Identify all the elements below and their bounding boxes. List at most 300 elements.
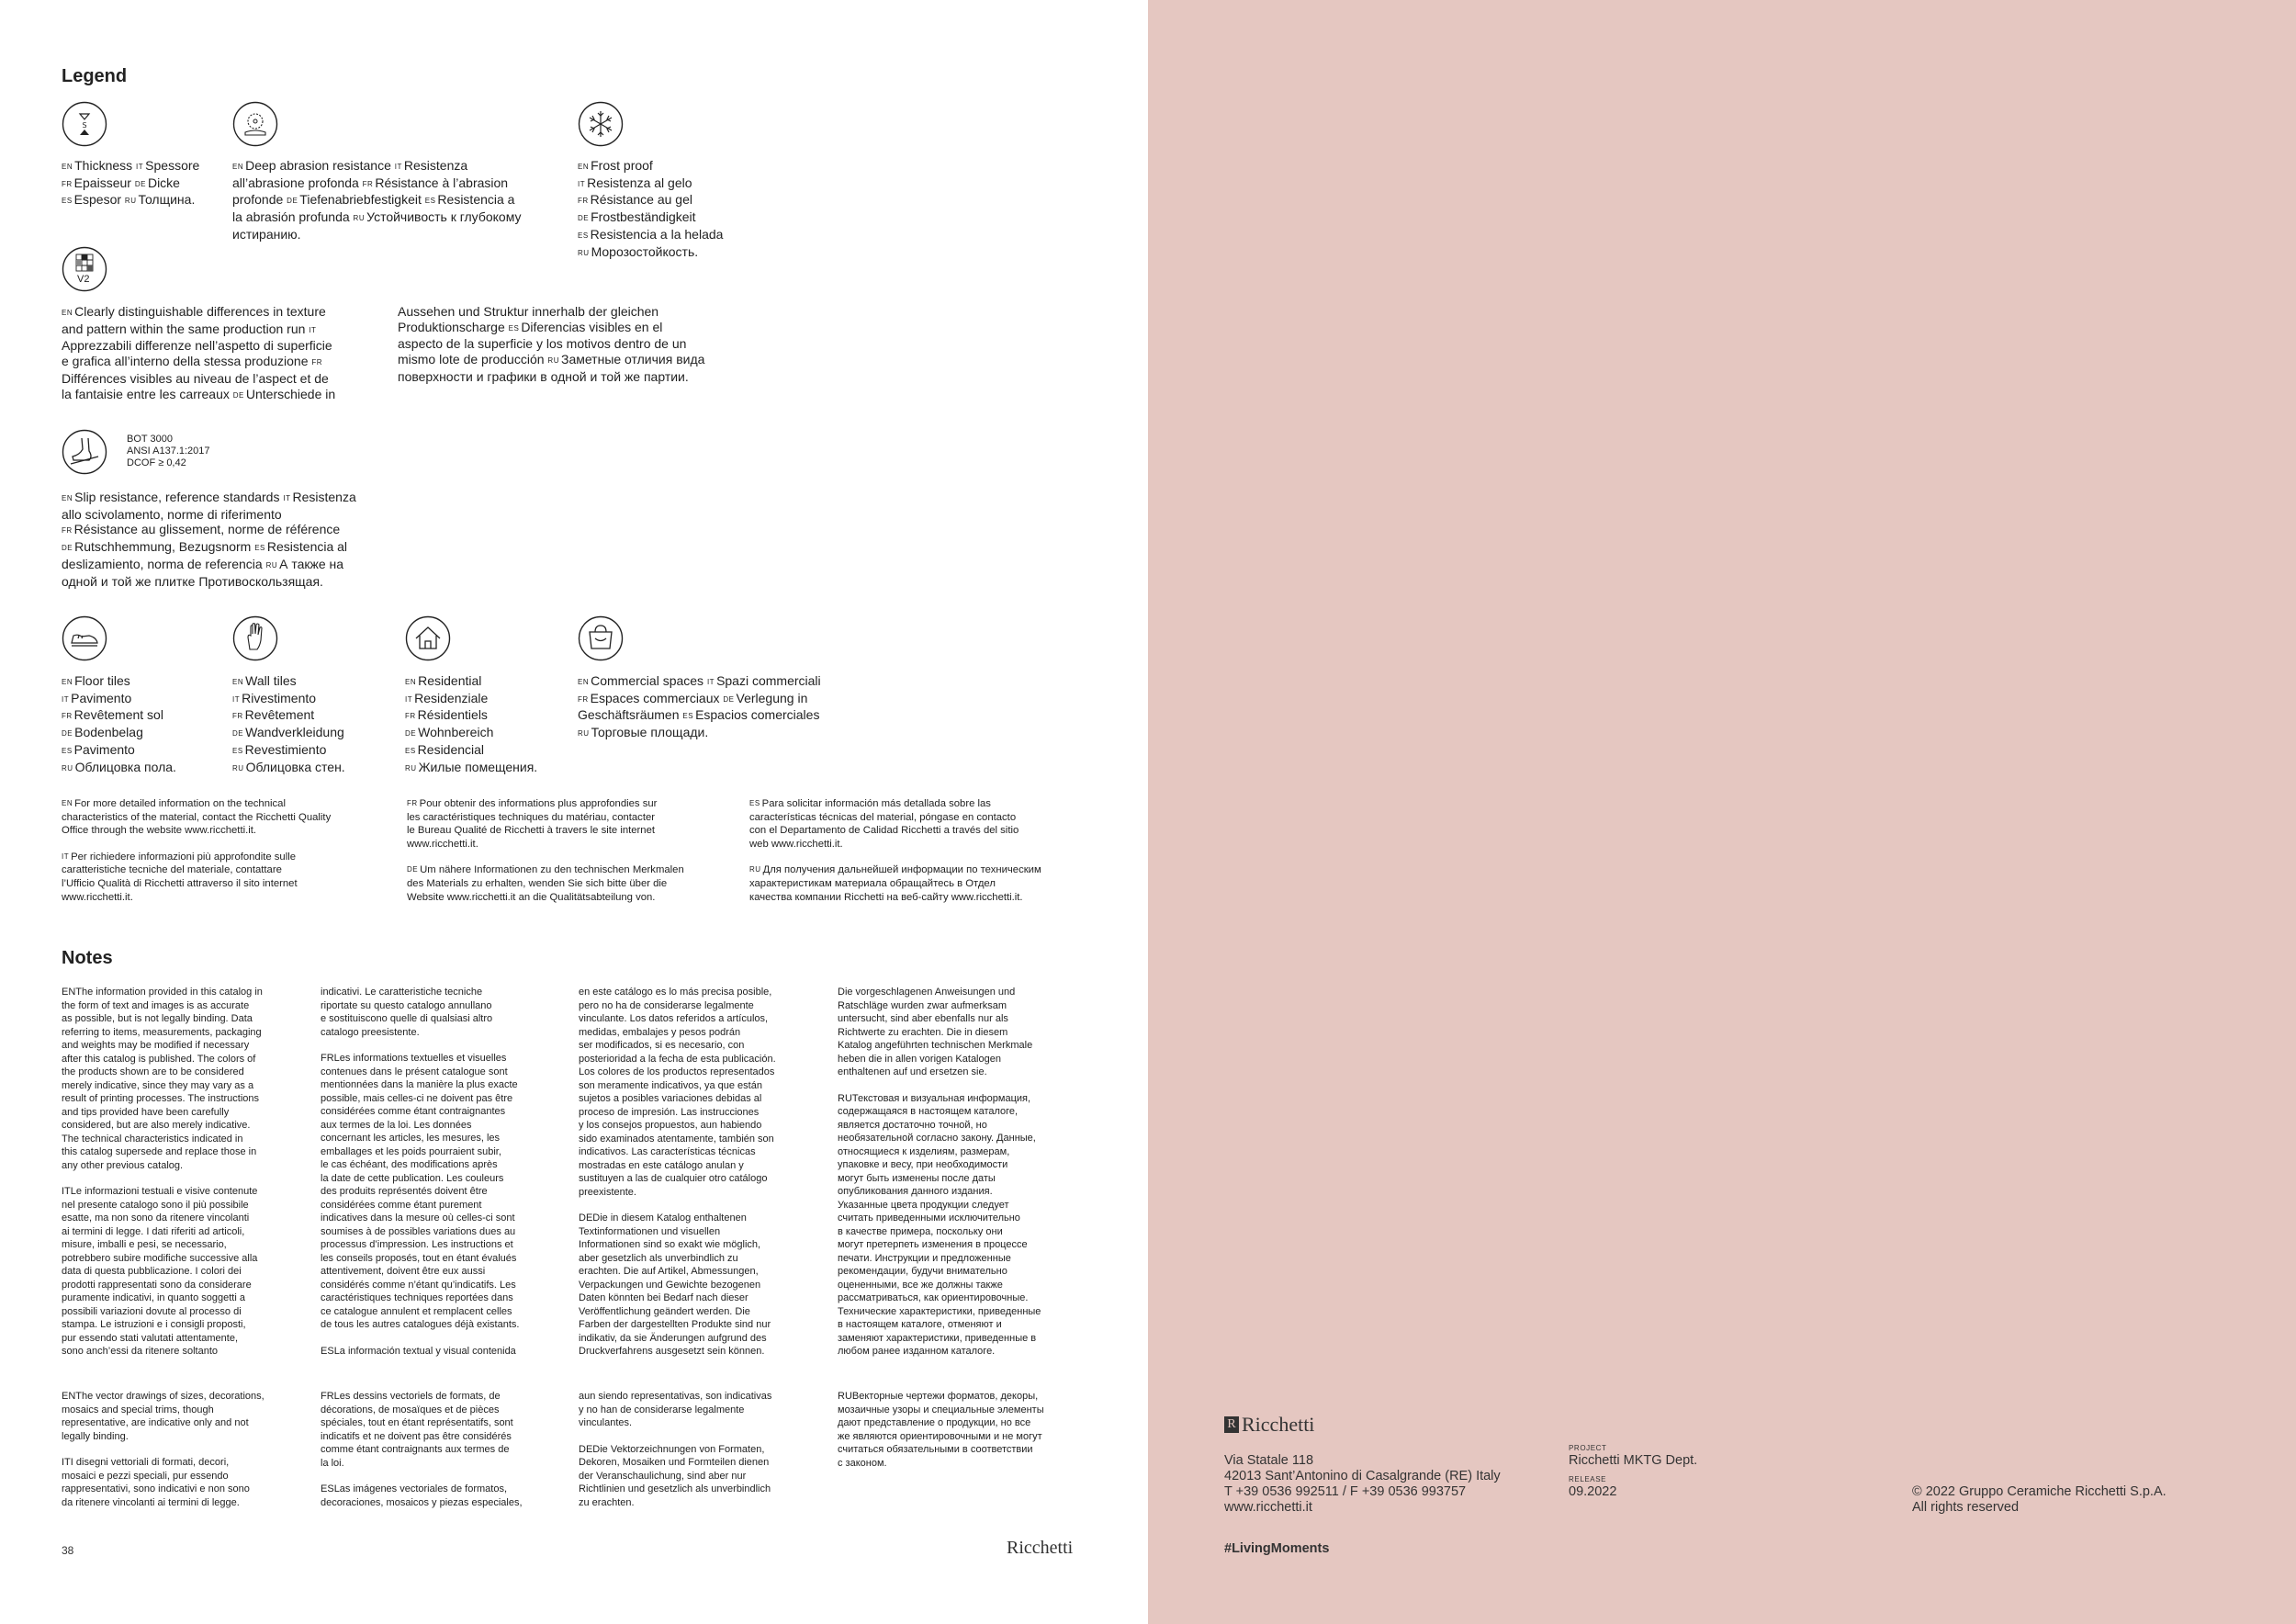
text-line (62, 877, 331, 891)
text-line (321, 1052, 559, 1066)
text-line (62, 321, 335, 339)
line-text: Revestimiento (244, 741, 327, 757)
text-line (838, 1457, 1076, 1471)
line-text: Residential (418, 673, 482, 688)
language-code: FR (62, 712, 73, 721)
line-text: comme étant contraignants aux termes de (321, 1444, 510, 1455)
text-line (321, 1404, 559, 1417)
line-text: Текстовая и визуальная информация, (851, 1092, 1031, 1104)
svg-text:S: S (82, 121, 87, 130)
text-line (838, 1225, 1076, 1239)
line-text: Жилые помещения. (418, 759, 538, 774)
language-code: ES (749, 799, 760, 807)
line-text: l’Ufficio Qualità di Ricchetti attraverso il sito internet (62, 877, 298, 889)
release-value: 09.2022 (1569, 1484, 1617, 1499)
language-code: FR (311, 358, 323, 367)
text-line (579, 1238, 817, 1252)
text-line (62, 1225, 300, 1239)
text-line (407, 891, 684, 905)
line-text: Website www.ricchetti.it an die Qualitätsabteilung von. (407, 891, 656, 903)
language-code: ES (321, 1345, 334, 1357)
line-text: Wohnbereich (418, 725, 494, 740)
text-line (62, 557, 356, 574)
text-line (838, 1066, 1076, 1079)
text-line: BOT 3000 (127, 434, 173, 445)
line-text: der Veranschaulichung, sind aber nur (579, 1470, 747, 1482)
line-text: aux termes de la loi. Les données (321, 1119, 472, 1131)
line-text: La información textual y visual contenida (333, 1345, 516, 1357)
text-line (232, 227, 522, 242)
paragraph (62, 797, 331, 838)
text-line (838, 1092, 1076, 1106)
text-line (62, 539, 356, 557)
line-text: Veröffentlichung geändert werden. Die (579, 1305, 750, 1317)
line-text: Les dessins vectoriels de formats, de (333, 1391, 501, 1402)
text-line (62, 338, 335, 354)
language-code: RU (232, 763, 244, 773)
line-text: and tips provided have been carefully (62, 1106, 230, 1118)
text-line (62, 1145, 300, 1159)
text-line (321, 1185, 559, 1199)
text-line (579, 1496, 817, 1510)
project-value: Ricchetti MKTG Dept. (1569, 1453, 1698, 1468)
line-text: Толщина. (138, 192, 196, 208)
line-text: Espaces commerciaux (590, 690, 724, 705)
text-line (838, 1132, 1076, 1145)
line-text: les caractéristiques techniques du matériau, contacter (407, 811, 656, 823)
text-line (321, 1279, 559, 1292)
text-line (838, 1305, 1076, 1319)
text-line (321, 1078, 559, 1092)
language-code: IT (706, 678, 715, 686)
language-code: IT (62, 851, 70, 861)
language-code: ES (62, 197, 73, 206)
text-line (321, 1212, 559, 1225)
line-text: дают представление о продукции, но все (838, 1417, 1031, 1428)
text-line (232, 691, 345, 708)
line-text: considered, but are also merely indicative. (62, 1120, 251, 1131)
paragraph (579, 1212, 817, 1359)
info-col3 (749, 797, 1041, 917)
line-text: Richtlinien und gesetzlich als unverbindlich (579, 1483, 771, 1494)
text-line (62, 1039, 300, 1053)
text-line (578, 227, 723, 244)
text-line (62, 574, 356, 590)
paragraph (62, 1390, 300, 1443)
line-text: potrebbero subire modifiche successive alla (62, 1252, 258, 1264)
text-line (579, 1265, 817, 1279)
text-line (578, 209, 723, 227)
text-line (232, 742, 345, 760)
line-text: representative, are indicative only and not (62, 1417, 249, 1428)
paragraph (321, 1052, 559, 1332)
language-code: DE (62, 729, 73, 739)
text-line (579, 999, 817, 1013)
text-line (838, 1318, 1076, 1332)
text-line (579, 1404, 817, 1417)
text-line (838, 1212, 1076, 1225)
line-text: содержащаяся в настоящем каталоге, (838, 1106, 1019, 1117)
line-text: mosaics and special trims, though (62, 1404, 214, 1415)
text-line (579, 1039, 817, 1053)
paragraph (579, 1390, 817, 1430)
text-line (321, 1305, 559, 1319)
text-line (62, 158, 199, 175)
line-text: zu erachten. (579, 1496, 635, 1508)
language-code: IT (62, 1186, 71, 1197)
floor-tiles-icon (62, 615, 107, 661)
line-text: sujetos a posibles variaciones debidas al (579, 1093, 762, 1104)
line-text: The technical characteristics indicated in (62, 1133, 243, 1145)
line-text: enthaltenen auf und ersetzen sie. (838, 1066, 987, 1077)
line-text: la fantaisie entre les carreaux (62, 386, 233, 401)
language-code: RU (578, 248, 590, 257)
line-text: en este catálogo es lo más precisa posible, (579, 987, 772, 998)
line-text: puramente indicativi, in quanto soggetti a (62, 1292, 245, 1303)
text-line (579, 1252, 817, 1266)
text-line (62, 824, 331, 838)
language-code: FR (62, 526, 73, 536)
line-text: заменяют характеристики, приведенные в (838, 1332, 1037, 1344)
language-code: FR (578, 197, 589, 206)
line-text: Résistance au gel (590, 192, 692, 208)
line-text: indicativos. Las características técnicas (579, 1146, 756, 1157)
text-line (579, 1225, 817, 1239)
text-line (62, 1053, 300, 1066)
line-text: Торговые площади. (591, 725, 709, 740)
line-text: considérées comme étant purement (321, 1199, 482, 1211)
text-line (62, 1332, 300, 1346)
line-text: Rutschhemmung, Bezugsnorm (74, 539, 255, 555)
language-code: RU (547, 356, 559, 366)
text-line (321, 1172, 559, 1186)
shopping-bag-icon (578, 615, 624, 661)
line-text: des produits représentés doivent être (321, 1186, 488, 1197)
text-line (62, 999, 300, 1013)
text-line (62, 707, 176, 725)
line-text: For more detailed information on the technical (74, 798, 286, 809)
text-line (62, 1390, 300, 1404)
line-text: Resistencia a (437, 192, 515, 208)
line-text: indikativ, da sie Änderungen aufgrund des (579, 1332, 767, 1344)
text-line (838, 1199, 1076, 1212)
text-line (62, 1456, 300, 1470)
text-line (579, 1053, 817, 1066)
text-line: T +39 0536 992511 / F +39 0536 993757 (1224, 1484, 1467, 1499)
line-text: pur essendo stati valutati attentamente, (62, 1332, 239, 1344)
text-line (579, 1390, 817, 1404)
text-line (62, 863, 331, 877)
line-text: Pour obtenir des informations plus approfondies sur (419, 798, 658, 809)
line-text: Wall tiles (245, 673, 297, 688)
line-text: Для получения дальнейшей информации по техническим (762, 864, 1041, 876)
line-text: prodotti rappresentati sono da considerare (62, 1279, 252, 1291)
text-line (579, 1483, 817, 1496)
line-text: concernant les articles, les mesures, les (321, 1133, 501, 1144)
text-line: ANSI A137.1:2017 (127, 445, 210, 457)
line-text: Deep abrasion resistance (245, 158, 395, 173)
line-text: в качестве примера, поскольку они (838, 1225, 1003, 1237)
logo-text: Ricchetti (1242, 1413, 1315, 1436)
line-text: является достаточно точной, но (838, 1119, 987, 1131)
line-text: одной и той же плитке Противоскользящая. (62, 573, 323, 589)
legend-frost (578, 158, 723, 261)
line-text: allo scivolamento, norme di riferimento (62, 506, 282, 522)
line-text: Druckverfahrens ausgesetzt sein können. (579, 1346, 765, 1357)
line-text: les conseils proposés, tout en étant évalués (321, 1252, 517, 1264)
text-line: © 2022 Gruppo Ceramiche Ricchetti S.p.A. (1912, 1484, 2167, 1499)
paragraph (62, 986, 300, 1172)
language-code: IT (136, 163, 144, 171)
text-line (579, 1186, 817, 1200)
line-text: же являются ориентировочными и не могут (838, 1430, 1042, 1442)
line-text: decoraciones, mosaicos y piezas especiales, (321, 1496, 523, 1508)
text-line (321, 1225, 559, 1239)
line-text: des Materials zu erhalten, wenden Sie sich bitte über die (407, 877, 668, 889)
text-line (62, 811, 331, 825)
text-line (62, 986, 300, 999)
text-line (405, 742, 537, 760)
logo-mark-icon: R (1224, 1416, 1239, 1433)
text-line (838, 1053, 1076, 1066)
line-text: Revêtement sol (73, 707, 163, 723)
text-line (838, 1345, 1076, 1359)
text-line (321, 1158, 559, 1172)
legend-title: Legend (62, 66, 128, 86)
text-line (62, 1119, 300, 1133)
line-text: Tiefenabriebfestigkeit (299, 192, 425, 208)
line-text: Облицовка стен. (245, 759, 345, 774)
line-text: vinculante. Los datos referidos a artículos, (579, 1013, 769, 1024)
notes-col3 (579, 986, 817, 1371)
line-text: Resistencia a la helada (590, 226, 724, 242)
language-code: EN (62, 494, 73, 502)
line-text: Морозостойкость. (591, 243, 699, 259)
notes-col2 (321, 986, 559, 1370)
text-line (749, 824, 1041, 838)
line-text: Las imágenes vectoriales de formatos, (333, 1483, 508, 1494)
text-line (321, 1252, 559, 1266)
text-line (749, 811, 1041, 825)
line-text: medidas, embalajes y pesos podrán (579, 1026, 741, 1038)
language-code: RU (124, 197, 137, 206)
text-line (407, 877, 684, 891)
language-code: EN (62, 1391, 76, 1402)
paragraph (749, 863, 1041, 904)
language-code: EN (232, 678, 244, 686)
line-text: Rivestimento (242, 690, 317, 705)
line-text: ce catalogue annulent et remplacent celles (321, 1305, 512, 1317)
info-col2 (407, 797, 684, 917)
line-text: Résistance à l’abrasion (375, 175, 509, 190)
text-line (321, 1012, 559, 1026)
slip-specs (127, 434, 210, 469)
paragraph (321, 986, 559, 1039)
text-line (62, 1265, 300, 1279)
text-line (579, 1456, 817, 1470)
line-text: aun siendo representativas, son indicativas (579, 1391, 772, 1402)
language-code: DE (407, 865, 419, 874)
ricchetti-logo (1224, 1413, 1314, 1437)
language-code: EN (578, 678, 590, 686)
text-line (321, 1092, 559, 1106)
text-line (398, 369, 704, 385)
text-line (579, 1012, 817, 1026)
text-line (62, 797, 331, 811)
text-line (62, 1185, 300, 1199)
text-line (62, 673, 176, 691)
line-text: Resistenza al gelo (587, 175, 692, 190)
line-text: в настоящем каталоге, отменяют и (838, 1319, 1002, 1330)
text-line (838, 1158, 1076, 1172)
line-text: proceso de impresión. Las instrucciones (579, 1106, 760, 1118)
text-line (749, 891, 1041, 905)
text-line (232, 707, 345, 725)
language-code: FR (232, 712, 243, 721)
text-line (62, 851, 331, 864)
copyright (1912, 1484, 2167, 1516)
hashtag: #LivingMoments (1224, 1541, 1330, 1556)
line-text: Los colores de los productos representados (579, 1066, 775, 1077)
language-code: IT (578, 179, 586, 188)
text-line (62, 1496, 300, 1510)
text-line (838, 1039, 1076, 1053)
text-line (62, 175, 199, 193)
text-line (579, 1305, 817, 1319)
line-text: считать приведенными исключительно (838, 1212, 1020, 1224)
line-text: and pattern within the same production run (62, 321, 310, 336)
paragraph (62, 1456, 300, 1509)
text-line (321, 1199, 559, 1212)
line-text: Указанные цвета продукции следует (838, 1199, 1009, 1211)
text-line (579, 1145, 817, 1159)
line-text: da ritenere vincolanti ai termini di legge. (62, 1496, 240, 1508)
text-line (321, 1119, 559, 1133)
language-code: FR (405, 712, 416, 721)
line-text: Textinformationen und visuellen (579, 1225, 721, 1237)
line-text: son meramente indicativos, ya que están (579, 1079, 762, 1091)
text-line (321, 986, 559, 999)
text-line (578, 158, 723, 175)
paragraph (407, 797, 684, 851)
language-code: ES (254, 544, 265, 553)
language-code: DE (723, 694, 735, 704)
text-line (321, 1345, 559, 1359)
line-text: características técnicas del material, póngase en contacto (749, 811, 1017, 823)
text-line (579, 1079, 817, 1093)
text-line (321, 1318, 559, 1332)
paragraph (838, 1390, 1076, 1470)
line-text: vinculantes. (579, 1417, 633, 1428)
text-line (838, 1404, 1076, 1417)
text-line (407, 811, 684, 825)
text-line (579, 1443, 817, 1457)
language-code: EN (62, 799, 73, 807)
text-line (62, 1238, 300, 1252)
line-text: Die vorgeschlagenen Anweisungen und (838, 987, 1016, 998)
language-code: IT (232, 694, 241, 704)
language-code: DE (134, 179, 146, 188)
line-text: catalogo preesistente. (321, 1026, 420, 1038)
language-code: RU (62, 763, 73, 773)
text-line (579, 1318, 817, 1332)
line-text: rappresentativi, sono indicativi e non sono (62, 1483, 250, 1494)
line-text: с законом. (838, 1457, 887, 1469)
text-line (398, 320, 704, 337)
text-line (62, 1106, 300, 1120)
text-line (838, 1252, 1076, 1266)
line-text: Resistenza (292, 490, 356, 504)
line-text: Resistencia al (266, 539, 348, 555)
line-text: Die in diesem Katalog enthaltenen (592, 1212, 747, 1224)
line-text: and weights may be modified if necessary (62, 1040, 250, 1051)
text-line (749, 838, 1041, 851)
language-code: EN (62, 163, 73, 171)
line-text: soumises à de possibles variations dues au (321, 1225, 516, 1237)
line-text: the products shown are to be considered (62, 1066, 244, 1077)
text-line (321, 1265, 559, 1279)
line-text: data di questa pubblicazione. I colori dei (62, 1266, 242, 1277)
notes-title: Notes (62, 948, 113, 968)
text-line (232, 760, 345, 777)
line-text: e sostituiscono quelle di qualsiasi altro (321, 1013, 493, 1024)
text-line (62, 1133, 300, 1146)
text-line (62, 1012, 300, 1026)
line-text: de tous les autres catalogues déjà existants. (321, 1319, 520, 1330)
line-text: Unterschiede in (245, 386, 336, 401)
language-code: EN (62, 309, 73, 317)
line-text: erachten. Die auf Artikel, Abmessungen, (579, 1266, 759, 1277)
language-code: IT (62, 694, 70, 704)
line-text: могут быть изменены после даты (838, 1172, 996, 1184)
legend-floor (62, 673, 176, 776)
language-code: RU (838, 1092, 852, 1104)
line-text: Die Vektorzeichnungen von Formaten, (592, 1443, 765, 1455)
language-code: DE (579, 1443, 593, 1455)
text-line (62, 691, 176, 708)
line-text: Para solicitar información más detallada sobre las (761, 798, 991, 809)
text-line (579, 986, 817, 999)
line-text: sustituyen a las de cualquier otro catálogo (579, 1173, 768, 1184)
project-label: PROJECT (1569, 1444, 1607, 1452)
line-text: поверхности и графики в одной и той же партии. (398, 368, 689, 384)
text-line: DCOF ≥ 0,42 (127, 457, 186, 468)
text-line (62, 1159, 300, 1173)
paragraph (321, 1483, 559, 1509)
line-text: оцененными, все же должны также (838, 1279, 1003, 1291)
text-line (321, 1390, 559, 1404)
line-text: Per richiedere informazioni più approfondite sulle (71, 851, 297, 863)
text-line (579, 1470, 817, 1483)
line-text: mosaici e pezzi speciali, pur essendo (62, 1470, 229, 1482)
line-text: мозаичные узоры и специальные элементы (838, 1404, 1044, 1415)
line-text: Spazi commerciali (716, 673, 821, 688)
text-line (62, 891, 331, 905)
notes-col1 (62, 986, 300, 1371)
legend-thickness (62, 158, 199, 209)
text-line (579, 1092, 817, 1106)
text-line (321, 1416, 559, 1430)
line-text: ser modificados, si es necesario, con (579, 1040, 745, 1051)
text-line (579, 1291, 817, 1305)
paragraph (407, 863, 684, 904)
text-line (321, 1105, 559, 1119)
line-text: Ratschläge wurden zwar aufmerksam (838, 999, 1007, 1011)
line-text: deslizamiento, norma de referencia (62, 556, 266, 571)
line-text: Dekoren, Mosaiken und Formteilen dienen (579, 1457, 770, 1468)
line-text: la abrasión profunda (232, 209, 354, 225)
text-line (62, 354, 335, 371)
